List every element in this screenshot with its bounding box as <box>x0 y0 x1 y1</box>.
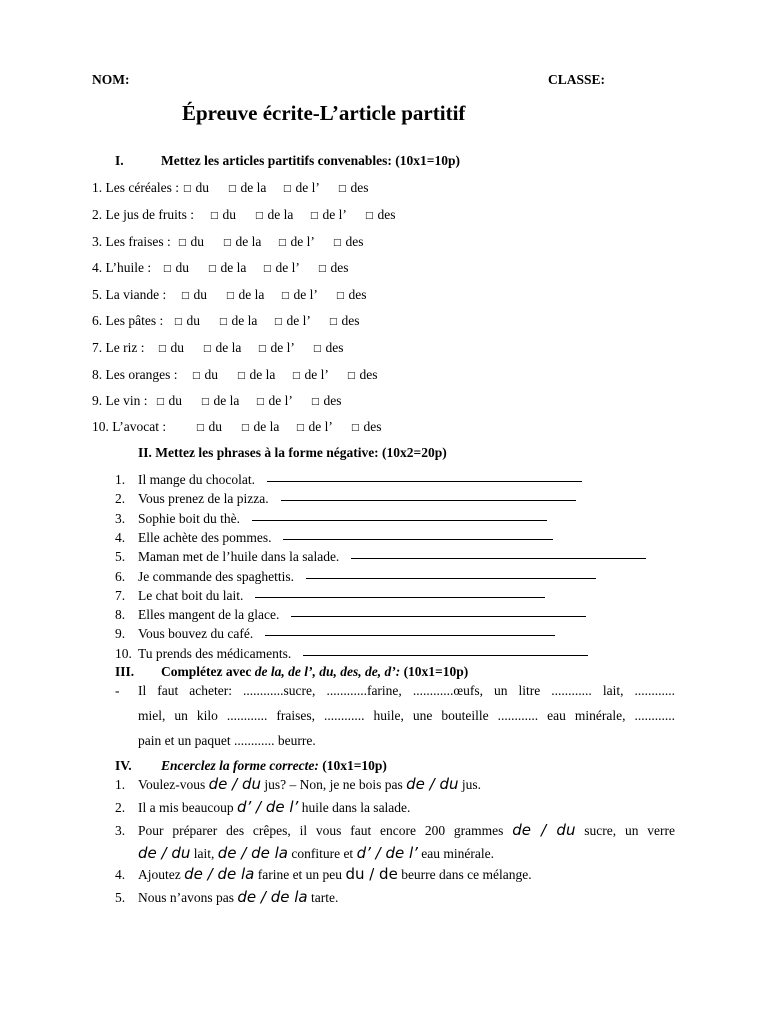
option-label: de l’ <box>290 234 315 249</box>
answer-line[interactable] <box>351 557 646 559</box>
exercise-2-row <box>138 511 547 527</box>
option-checkbox[interactable] <box>292 367 347 383</box>
option-checkbox[interactable] <box>333 234 363 250</box>
option-checkbox[interactable] <box>256 393 311 409</box>
q4-item-3: Pour préparer des crêpes, il vous faut encore 200 grammes de / du sucre, un verre <box>138 821 676 839</box>
option-checkbox[interactable] <box>163 260 208 276</box>
checkbox-icon: □ <box>183 184 192 194</box>
checkbox-icon: □ <box>228 184 237 194</box>
option-label: du <box>186 313 201 328</box>
option-checkbox[interactable] <box>201 393 256 409</box>
exercise-1-row <box>92 287 366 303</box>
option-checkbox[interactable] <box>237 367 292 383</box>
option-checkbox[interactable] <box>258 340 313 356</box>
choice-2a[interactable]: d’ / de l’ <box>236 798 299 816</box>
option-label: de la <box>220 260 247 275</box>
checkbox-icon: □ <box>338 184 347 194</box>
sentence-text: Je commande des spaghettis. <box>138 568 294 584</box>
exercise-2-row <box>138 607 586 623</box>
option-label: de l’ <box>293 287 318 302</box>
checkbox-icon: □ <box>201 397 210 407</box>
answer-line[interactable] <box>291 615 586 617</box>
option-label: du <box>204 367 219 382</box>
checkbox-icon: □ <box>313 344 322 354</box>
option-checkbox[interactable] <box>156 393 201 409</box>
exercise-2-row <box>138 530 553 546</box>
exercise-1-label: 10. L’avocat : <box>92 419 167 434</box>
choice-4b[interactable]: du / de <box>345 865 398 883</box>
option-checkbox[interactable] <box>311 393 341 409</box>
option-label: de l’ <box>295 180 320 195</box>
option-checkbox[interactable] <box>351 419 381 435</box>
option-label: du <box>190 234 205 249</box>
option-checkbox[interactable] <box>183 180 228 196</box>
option-checkbox[interactable] <box>181 287 226 303</box>
option-checkbox[interactable] <box>263 260 318 276</box>
exercise-2-num: 8. <box>115 607 126 623</box>
checkbox-icon: □ <box>210 211 219 221</box>
checkbox-icon: □ <box>263 264 272 274</box>
option-label: de l’ <box>286 313 311 328</box>
option-label: des <box>330 260 349 275</box>
exercise-1-row <box>92 340 343 356</box>
section-1-roman: I. <box>115 153 124 168</box>
option-checkbox[interactable] <box>338 180 368 196</box>
exercise-1-row <box>92 180 368 196</box>
exercise-2-row <box>138 569 596 585</box>
option-label: des <box>348 287 367 302</box>
option-label: de la <box>215 340 242 355</box>
option-checkbox[interactable] <box>192 367 237 383</box>
checkbox-icon: □ <box>274 317 283 327</box>
checkbox-icon: □ <box>219 317 228 327</box>
answer-line[interactable] <box>267 480 582 482</box>
sentence-text: Il mange du chocolat. <box>138 472 255 487</box>
option-label: de la <box>238 287 265 302</box>
checkbox-icon: □ <box>283 184 292 194</box>
option-label: de l’ <box>322 207 347 222</box>
checkbox-icon: □ <box>208 264 217 274</box>
checkbox-icon: □ <box>336 291 345 301</box>
checkbox-icon: □ <box>156 397 165 407</box>
checkbox-icon: □ <box>158 344 167 354</box>
option-label: de la <box>267 207 294 222</box>
answer-line[interactable] <box>306 577 596 579</box>
checkbox-icon: □ <box>278 238 287 248</box>
exercise-1-row <box>92 260 348 276</box>
section-3-line-2: miel, un kilo ............ fraises, ............ huile, une bouteille ............ eau minérale, ............ <box>138 708 675 723</box>
option-checkbox[interactable] <box>296 419 351 435</box>
checkbox-icon: □ <box>351 423 360 433</box>
exercise-2-num: 6. <box>115 568 126 584</box>
checkbox-icon: □ <box>256 397 265 407</box>
exercise-2-row <box>138 472 582 488</box>
section-4-roman: IV. <box>115 758 132 773</box>
choice-3c[interactable]: de / de la <box>217 844 288 862</box>
exercise-1-row <box>92 313 359 329</box>
q4-item-4: Ajoutez de / de la farine et un peu du / de beurre dans ce mélange. <box>138 865 532 883</box>
exercise-1-row <box>92 207 395 223</box>
option-label: de l’ <box>268 393 293 408</box>
option-label: des <box>341 313 360 328</box>
option-label: des <box>377 207 396 222</box>
option-checkbox[interactable] <box>196 419 241 435</box>
option-label: de la <box>249 367 276 382</box>
q4-item-2: Il a mis beaucoup d’ / de l’ huile dans la salade. <box>138 798 411 816</box>
section-2-heading: II. Mettez les phrases à la forme négative: (10x2=20p) <box>138 445 447 460</box>
checkbox-icon: □ <box>178 238 187 248</box>
option-checkbox[interactable] <box>336 287 366 303</box>
option-checkbox[interactable] <box>203 340 258 356</box>
checkbox-icon: □ <box>310 211 319 221</box>
name-label: NOM: <box>92 72 130 87</box>
choice-3b[interactable]: de / du <box>138 844 191 862</box>
option-label: de la <box>253 419 280 434</box>
exercise-1-row <box>92 367 377 383</box>
exercise-2-num: 5. <box>115 549 126 565</box>
option-label: du <box>222 207 237 222</box>
section-4-heading: Encerclez la forme correcte: (10x1=10p) <box>161 758 387 773</box>
option-checkbox[interactable] <box>219 313 274 329</box>
option-label: du <box>195 180 210 195</box>
option-checkbox[interactable] <box>313 340 343 356</box>
answer-line[interactable] <box>252 519 547 521</box>
q4-num-3: 3. <box>115 823 126 838</box>
option-checkbox[interactable] <box>223 234 278 250</box>
checkbox-icon: □ <box>292 371 301 381</box>
exercise-2-row <box>138 549 646 565</box>
exercise-1-label: 3. Les fraises : <box>92 234 171 249</box>
exercise-2-num: 4. <box>115 529 126 545</box>
option-checkbox[interactable] <box>158 340 203 356</box>
answer-line[interactable] <box>281 499 576 501</box>
exercise-1-label: 2. Le jus de fruits : <box>92 207 194 222</box>
sentence-text: Vous bouvez du café. <box>138 626 254 642</box>
q4-item-3b: de / du lait, de / de la confiture et d’ / de l’ eau minérale. <box>138 844 495 862</box>
option-checkbox[interactable] <box>255 207 310 223</box>
q4-num-2: 2. <box>115 800 126 815</box>
option-label: des <box>323 393 342 408</box>
exercise-2-num: 3. <box>115 510 126 526</box>
exercise-2-num: 1. <box>115 472 126 487</box>
section-3-dash: - <box>115 683 120 698</box>
answer-line[interactable] <box>283 538 553 540</box>
exercise-1-label: 7. Le riz : <box>92 340 145 355</box>
section-3-line-1: Il faut acheter: ............sucre, ............farine, ............œufs, un litre ............ lait, ............ <box>138 683 675 698</box>
exercise-2-num: 7. <box>115 587 126 603</box>
option-checkbox[interactable] <box>318 260 348 276</box>
answer-line[interactable] <box>265 634 555 636</box>
choice-3d[interactable]: d’ / de l’ <box>356 844 418 862</box>
sentence-text: Tu prends des médicaments. <box>138 645 292 661</box>
checkbox-icon: □ <box>174 317 183 327</box>
checkbox-icon: □ <box>255 211 264 221</box>
option-label: du <box>175 260 190 275</box>
exercise-1-label: 5. La viande : <box>92 287 167 302</box>
checkbox-icon: □ <box>192 371 201 381</box>
exercise-1-label: 9. Le vin : <box>92 393 148 408</box>
option-checkbox[interactable] <box>241 419 296 435</box>
section-1-heading: Mettez les articles partitifs convenables: (10x1=10p) <box>161 153 460 168</box>
checkbox-icon: □ <box>226 291 235 301</box>
q4-item-1: Voulez-vous de / du jus? – Non, je ne bois pas de / du jus. <box>138 775 481 793</box>
exercise-2-num: 2. <box>115 491 126 507</box>
checkbox-icon: □ <box>241 423 250 433</box>
section-3-roman: III. <box>115 664 135 679</box>
checkbox-icon: □ <box>318 264 327 274</box>
checkbox-icon: □ <box>163 264 172 274</box>
option-checkbox[interactable] <box>347 367 377 383</box>
option-checkbox[interactable] <box>174 313 219 329</box>
option-label: des <box>359 367 378 382</box>
checkbox-icon: □ <box>281 291 290 301</box>
choice-1b[interactable]: de / du <box>406 775 459 793</box>
option-label: du <box>168 393 183 408</box>
exercise-2-row <box>138 646 588 662</box>
sentence-text: Vous prenez de la pizza. <box>138 491 269 507</box>
option-label: des <box>325 340 344 355</box>
option-label: des <box>363 419 382 434</box>
option-checkbox[interactable] <box>310 207 365 223</box>
option-label: du <box>193 287 208 302</box>
page-title: Épreuve écrite-L’article partitif <box>182 101 466 125</box>
section-3-line-3: pain et un paquet ............ beurre. <box>138 733 316 748</box>
checkbox-icon: □ <box>333 238 342 248</box>
exercise-2-row <box>138 491 576 507</box>
option-label: du <box>208 419 223 434</box>
checkbox-icon: □ <box>311 397 320 407</box>
q4-num-5: 5. <box>115 890 126 905</box>
option-label: du <box>170 340 185 355</box>
exercise-1-label: 1. Les céréales : <box>92 180 179 195</box>
option-checkbox[interactable] <box>365 207 395 223</box>
answer-line[interactable] <box>255 596 545 598</box>
exercise-1-label: 6. Les pâtes : <box>92 313 164 328</box>
checkbox-icon: □ <box>365 211 374 221</box>
option-label: de la <box>213 393 240 408</box>
option-checkbox[interactable] <box>283 180 338 196</box>
q4-item-5: Nous n’avons pas de / de la tarte. <box>138 888 339 906</box>
sentence-text: Sophie boit du thè. <box>138 510 240 526</box>
section-3-heading: Complétez avec de la, de l’, du, des, de, d’: (10x1=10p) <box>161 664 469 679</box>
checkbox-icon: □ <box>223 238 232 248</box>
option-label: des <box>350 180 369 195</box>
option-label: de l’ <box>304 367 329 382</box>
checkbox-icon: □ <box>347 371 356 381</box>
option-checkbox[interactable] <box>329 313 359 329</box>
exercise-2-num: 9. <box>115 626 126 642</box>
option-checkbox[interactable] <box>208 260 263 276</box>
option-checkbox[interactable] <box>281 287 336 303</box>
option-checkbox[interactable] <box>226 287 281 303</box>
checkbox-icon: □ <box>329 317 338 327</box>
option-checkbox[interactable] <box>278 234 333 250</box>
class-label: CLASSE: <box>548 72 606 87</box>
exercise-2-num: 10. <box>115 645 132 661</box>
checkbox-icon: □ <box>258 344 267 354</box>
exercise-2-row <box>138 626 555 642</box>
exercise-1-label: 8. Les oranges : <box>92 367 178 382</box>
option-label: de l’ <box>275 260 300 275</box>
option-label: des <box>345 234 364 249</box>
answer-line[interactable] <box>303 654 588 656</box>
choice-5a[interactable]: de / de la <box>237 888 308 906</box>
option-checkbox[interactable] <box>228 180 283 196</box>
checkbox-icon: □ <box>181 291 190 301</box>
exercise-1-row <box>92 234 363 250</box>
sentence-text: Elle achète des pommes. <box>138 529 272 545</box>
sentence-text: Elles mangent de la glace. <box>138 607 280 623</box>
exercise-1-row <box>92 419 381 435</box>
choice-4a[interactable]: de / de la <box>184 865 255 883</box>
checkbox-icon: □ <box>203 344 212 354</box>
checkbox-icon: □ <box>196 423 205 433</box>
option-label: de la <box>231 313 258 328</box>
sentence-text: Le chat boit du lait. <box>138 587 244 603</box>
option-checkbox[interactable] <box>210 207 255 223</box>
exercise-2-row <box>138 588 545 604</box>
sentence-text: Maman met de l’huile dans la salade. <box>138 549 340 565</box>
exercise-1-row <box>92 393 341 409</box>
option-checkbox[interactable] <box>178 234 223 250</box>
checkbox-icon: □ <box>296 423 305 433</box>
exercise-1-label: 4. L’huile : <box>92 260 152 275</box>
option-label: de la <box>240 180 267 195</box>
choice-3a[interactable]: de / du <box>512 821 576 839</box>
option-label: de l’ <box>308 419 333 434</box>
choice-1a[interactable]: de / du <box>208 775 261 793</box>
option-label: de la <box>235 234 262 249</box>
checkbox-icon: □ <box>237 371 246 381</box>
option-checkbox[interactable] <box>274 313 329 329</box>
q4-num-1: 1. <box>115 777 126 792</box>
option-label: de l’ <box>270 340 295 355</box>
q4-num-4: 4. <box>115 867 126 882</box>
